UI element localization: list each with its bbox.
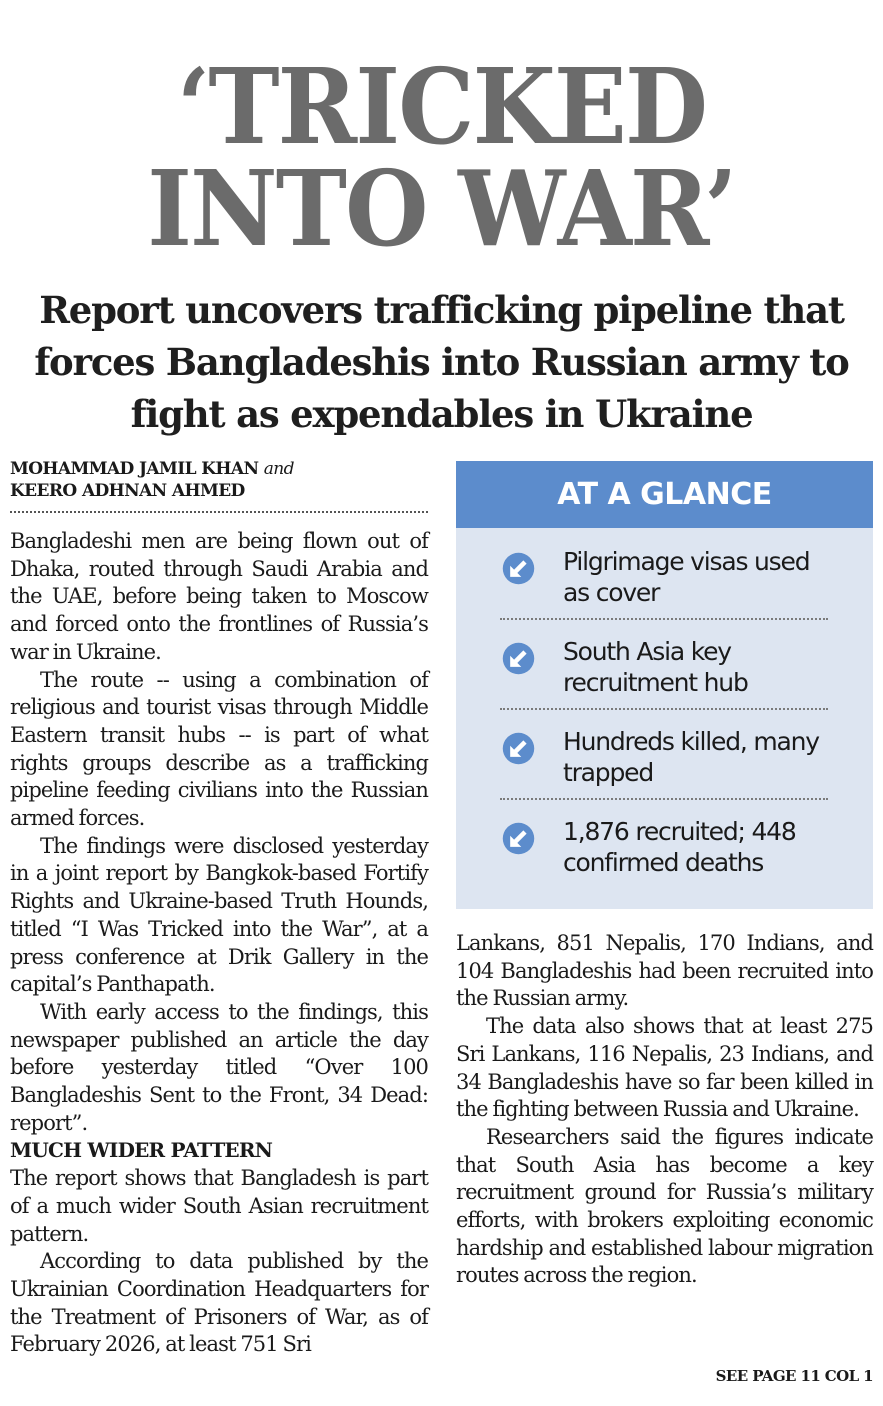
byline-divider <box>10 511 428 513</box>
at-a-glance-list <box>456 528 873 888</box>
glance-item <box>500 800 828 888</box>
at-a-glance-box <box>456 461 873 909</box>
glance-item-text: Pilgrimage visas used as cover <box>563 547 810 607</box>
deck-line-3: fight as expendables in Ukraine <box>130 392 753 436</box>
article-paragraph: Bangladeshi men are being flown out of Dhaka, routed through Saudi Arabia and the UAE, before being taken to Moscow and forced onto the frontlines of Russia’s war in Ukraine. <box>10 529 428 664</box>
article-column-right <box>456 930 873 1290</box>
arrow-bullet-icon <box>500 640 537 677</box>
headline-line-2: INTO WAR’ <box>147 147 736 270</box>
article-paragraph: Researchers said the figures indicate that South Asia has become a key recruitment ground for Russia’s military efforts, with brokers exploiting economic hardship and established labour migration routes across the region. <box>456 1124 873 1288</box>
glance-item <box>500 528 828 620</box>
headline <box>35 45 847 270</box>
byline-conjunction: and <box>263 459 294 479</box>
byline <box>10 458 428 502</box>
article-column-left <box>10 528 428 1359</box>
byline-author-1: MOHAMMAD JAMIL KHAN <box>10 459 259 479</box>
article-paragraph: The data also shows that at least 275 Sri Lankans, 116 Nepalis, 23 Indians, and 34 Bangladeshis have so far been killed in the fighting between Russia and Ukraine. <box>456 1014 873 1122</box>
deck <box>20 284 863 440</box>
deck-line-2: forces Bangladeshis into Russian army to <box>34 340 849 384</box>
arrow-bullet-icon <box>500 730 537 767</box>
deck-line-1: Report uncovers trafficking pipeline that <box>39 288 844 332</box>
article-paragraph: Lankans, 851 Nepalis, 170 Indians, and 104 Bangladeshis had been recruited into the Russian army. <box>456 931 873 1011</box>
arrow-bullet-icon <box>500 550 537 587</box>
glance-item-text: 1,876 recruited; 448 confirmed deaths <box>563 817 796 877</box>
at-a-glance-title: AT A GLANCE <box>456 461 873 528</box>
glance-item <box>500 710 828 800</box>
article-paragraph: According to data published by the Ukrainian Coordination Headquarters for the Treatment of Prisoners of War, as of February 2026, at least 751 Sri <box>10 1249 428 1357</box>
article-paragraph: The report shows that Bangladesh is part of a much wider South Asian recruitment pattern. <box>10 1166 428 1246</box>
arrow-bullet-icon <box>500 820 537 857</box>
article-paragraph: With early access to the findings, this newspaper published an article the day before yesterday titled “Over 100 Bangladeshis Sent to the Front, 34 Dead: report”. <box>10 999 428 1135</box>
continuation-note: SEE PAGE 11 COL 1 <box>715 1367 873 1385</box>
glance-item <box>500 620 828 710</box>
glance-item-text: Hundreds killed, many trapped <box>563 727 819 787</box>
glance-item-text: South Asia key recruitment hub <box>563 637 748 697</box>
article-paragraph: The findings were disclosed yesterday in a joint report by Bangkok-based Fortify Rights and Ukraine-based Truth Hounds, titled “I Was Tricked into the War”, at a press conference at Drik Gallery in the capital’s Panthapath. <box>10 833 428 997</box>
byline-line-1 <box>10 458 428 480</box>
article-subhead: MUCH WIDER PATTERN <box>10 1138 273 1163</box>
article-paragraph: The route -- using a combination of religious and tourist visas through Middle Eastern transit hubs -- is part of what rights groups describe as a trafficking pipeline feeding civilians into the Russian armed forces. <box>10 667 428 831</box>
byline-author-2: KEERO ADHNAN AHMED <box>10 481 245 501</box>
headline-line-1: ‘TRICKED <box>176 45 707 168</box>
